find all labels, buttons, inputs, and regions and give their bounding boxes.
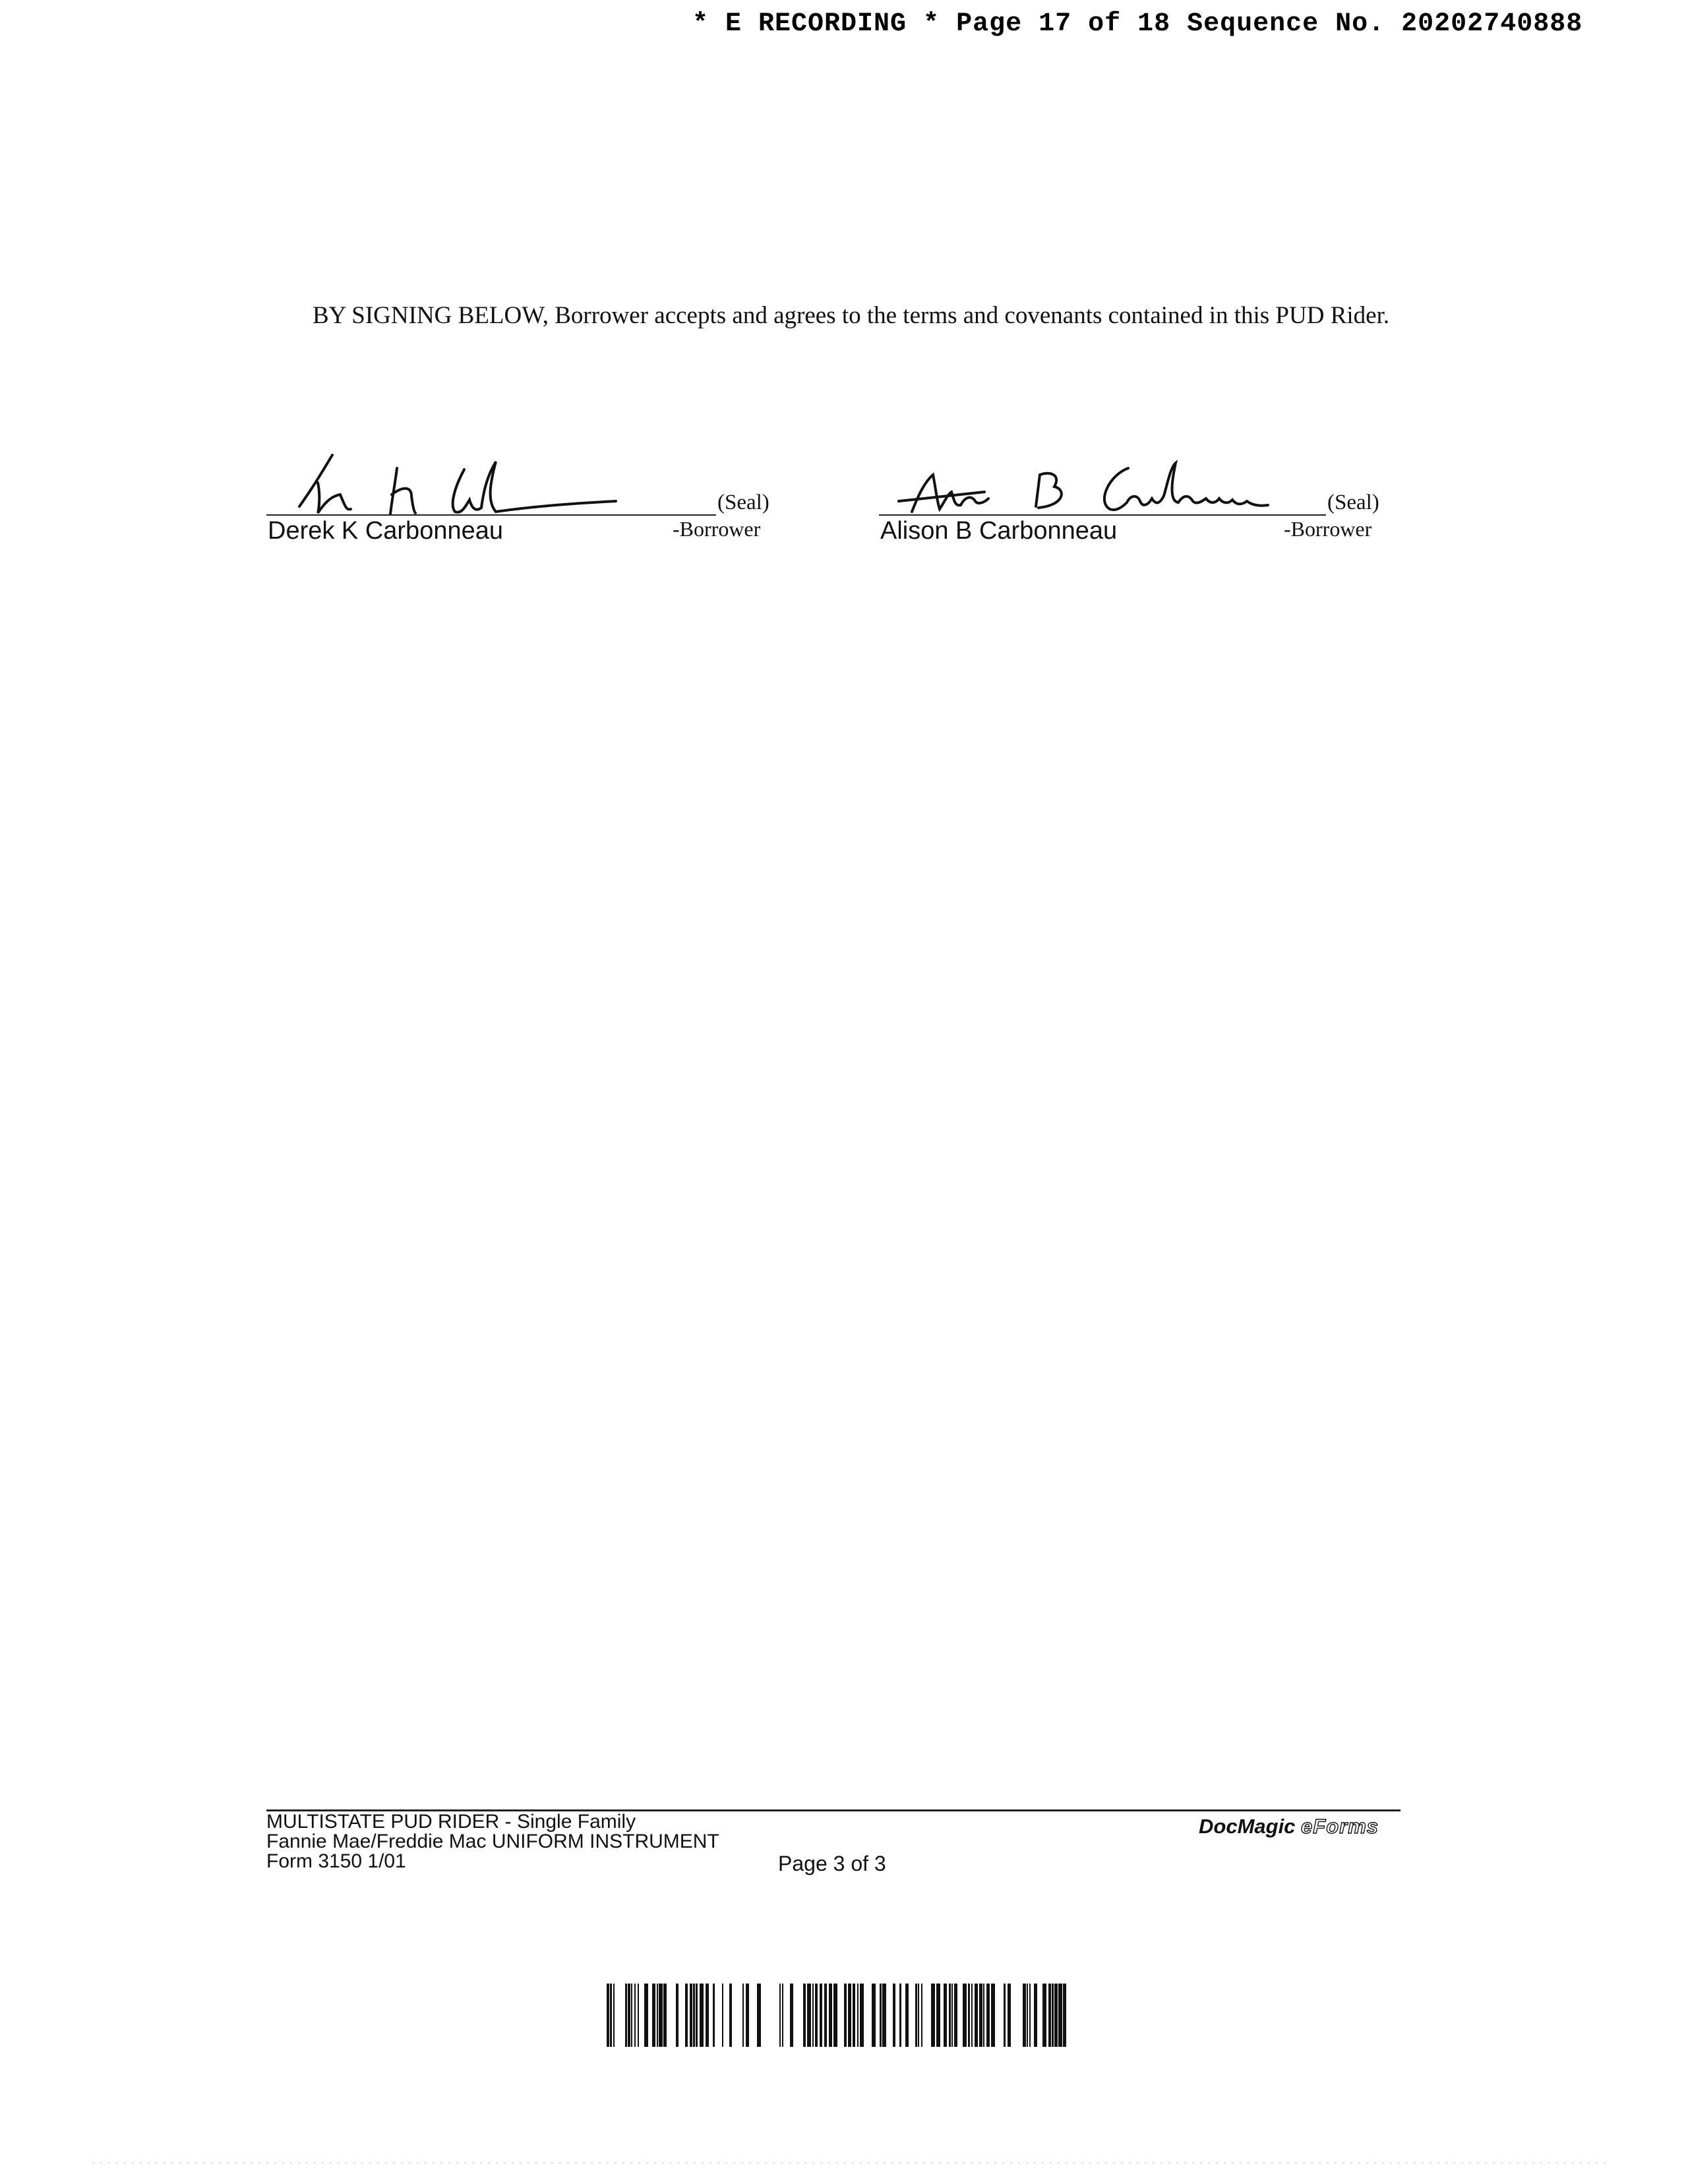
- borrower-role: -Borrower: [673, 517, 761, 541]
- brand-name: DocMagic: [1199, 1815, 1296, 1838]
- borrower-name: Alison B Carbonneau: [880, 517, 1118, 545]
- scan-artifact-line: [92, 2156, 1609, 2169]
- docmagic-logo: [1199, 1815, 1379, 1838]
- page-number: Page 3 of 3: [778, 1852, 886, 1875]
- recording-stamp: * E RECORDING * Page 17 of 18 Sequence No. 20202740888: [692, 9, 1583, 39]
- borrower-role: -Borrower: [1284, 517, 1372, 541]
- handwritten-signature-alison: [899, 448, 1321, 521]
- seal-label: (Seal): [717, 491, 769, 514]
- signature-line: [266, 514, 716, 516]
- borrower-signature-block-1: [266, 455, 781, 545]
- borrower-name: Derek K Carbonneau: [268, 517, 503, 545]
- form-number: Form 3150 1/01: [266, 1850, 406, 1872]
- seal-label: (Seal): [1327, 491, 1379, 514]
- instrument-name: Fannie Mae/Freddie Mac UNIFORM INSTRUMENT: [266, 1831, 719, 1852]
- handwritten-signature-derek: [286, 448, 655, 521]
- signature-line: [879, 514, 1326, 516]
- form-title: MULTISTATE PUD RIDER - Single Family: [266, 1811, 636, 1833]
- brand-suffix: eForms: [1301, 1815, 1379, 1838]
- barcode-image: [607, 1984, 1068, 2047]
- borrower-signature-block-2: [879, 455, 1393, 545]
- form-identification: [266, 1812, 719, 1871]
- acceptance-statement: BY SIGNING BELOW, Borrower accepts and agrees to the terms and covenants contained in this PUD Rider.: [313, 302, 1390, 329]
